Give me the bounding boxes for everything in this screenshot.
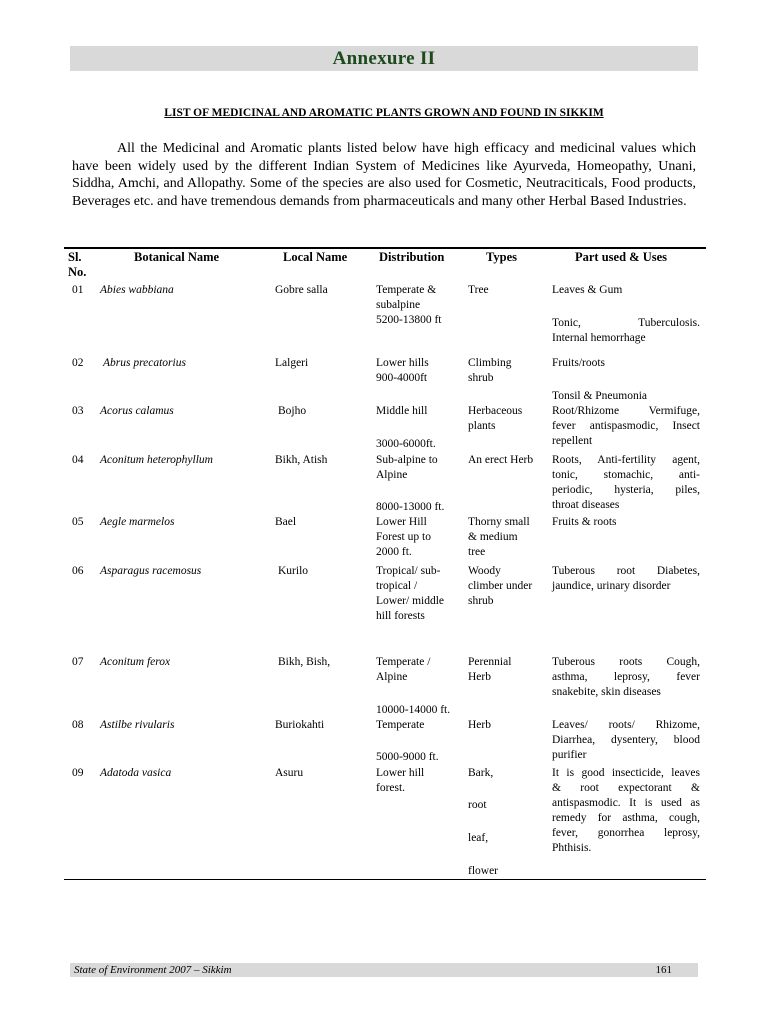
row-02-local: Lalgeri: [275, 357, 309, 369]
row-09-type-3: leaf,: [468, 832, 489, 844]
row-06-local: Kurilo: [278, 565, 309, 577]
row-08-botanical: Astilbe rivularis: [100, 719, 175, 731]
row-01-use-1: Leaves & Gum: [552, 284, 623, 296]
row-04-type: An erect Herb: [468, 454, 534, 466]
row-08-local: Buriokahti: [275, 719, 325, 731]
table-bottom-rule: [64, 879, 706, 880]
row-03-use-2: fever antispasmodic, Insect: [552, 420, 700, 432]
header-uses: Part used & Uses: [575, 250, 668, 264]
row-05-botanical: Aegle marmelos: [100, 516, 175, 528]
row-09-use-2: & root expectorant &: [552, 782, 700, 794]
row-09-use-1: It is good insecticide, leaves: [552, 767, 700, 779]
row-02-use-2: Tonsil & Pneumonia: [552, 390, 648, 402]
row-05-type: [468, 515, 530, 560]
row-04-use-2: tonic, stomachic, anti-: [552, 469, 700, 481]
row-09-dist-2: forest.: [376, 782, 406, 794]
row-02-sl: 02: [72, 357, 84, 369]
footer-title: State of Environment 2007 – Sikkim: [74, 964, 232, 976]
row-01-type: Tree: [468, 284, 489, 296]
header-types: Types: [486, 250, 518, 264]
row-03-sl: 03: [72, 405, 84, 417]
header-sl-line1: Sl.: [68, 250, 82, 264]
row-02-use-1: Fruits/roots: [552, 357, 606, 369]
row-01-use-2: [552, 316, 700, 331]
row-05-local: Bael: [275, 516, 297, 528]
row-08-use-2: Diarrhea, dysentery, blood: [552, 734, 700, 746]
row-05-sl: 05: [72, 516, 84, 528]
row-05-dist-1: Lower Hill: [376, 516, 427, 528]
row-04-distribution: [376, 453, 438, 483]
row-01-sl: 01: [72, 284, 84, 296]
row-04-sl: 04: [72, 454, 84, 466]
row-07-distribution: [376, 655, 430, 685]
row-06-botanical: Asparagus racemosus: [100, 565, 202, 577]
row-09-sl: 09: [72, 767, 84, 779]
row-04-use-1: Roots, Anti-fertility agent,: [552, 454, 700, 466]
header-local: Local Name: [283, 250, 348, 264]
row-02-dist-1: Lower hills: [376, 357, 429, 369]
row-09-local: Asuru: [275, 767, 304, 779]
row-04-use-4: throat diseases: [552, 499, 620, 511]
row-01-use-2a: Tonic,: [552, 317, 581, 329]
row-07-botanical: Aconitum ferox: [100, 656, 171, 668]
row-09-use-6: Phthisis.: [552, 842, 592, 854]
row-04-local: Bikh, Atish: [275, 454, 328, 466]
row-07-use-1: Tuberous roots Cough,: [552, 656, 700, 668]
row-06-use-1: Tuberous root Diabetes,: [552, 565, 700, 577]
row-05-use-1: Fruits & roots: [552, 516, 617, 528]
row-09-botanical: Adatoda vasica: [100, 767, 172, 779]
row-03-use-3: repellent: [552, 435, 593, 447]
list-title: LIST OF MEDICINAL AND AROMATIC PLANTS GROWN AND FOUND IN SIKKIM: [164, 107, 604, 119]
row-06-distribution: [376, 564, 444, 624]
row-02-type-2: shrub: [468, 372, 494, 384]
row-02-botanical: Abrus precatorius: [103, 357, 186, 369]
row-06-dist-4: hill forests: [376, 610, 425, 622]
row-08-dist-2: 5000-9000 ft.: [376, 751, 439, 763]
row-09-use-3: antispasmodic. It is used as: [552, 797, 700, 809]
row-01-dist-2: subalpine: [376, 299, 421, 311]
row-05-type-1: Thorny small: [468, 516, 530, 528]
row-05-dist-2: Forest up to: [376, 531, 431, 543]
row-03-dist-2: 3000-6000ft.: [376, 438, 436, 450]
header-sl-line2: No.: [68, 265, 87, 279]
row-09-type-4: flower: [468, 865, 499, 877]
row-09-type-2: root: [468, 799, 487, 811]
row-04-dist-2: Alpine: [376, 469, 408, 481]
row-07-use-2: asthma, leprosy, fever: [552, 671, 700, 683]
row-06-dist-1: Tropical/ sub-: [376, 565, 441, 577]
row-07-local: Bikh, Bish,: [278, 656, 331, 668]
row-07-use-3: snakebite, skin diseases: [552, 686, 661, 698]
row-08-use-1: Leaves/ roots/ Rhizome,: [552, 719, 700, 731]
row-03-dist-1: Middle hill: [376, 405, 428, 417]
row-07-dist-2: Alpine: [376, 671, 408, 683]
row-06-type-2: climber under: [468, 580, 533, 592]
row-01-dist-1: Temperate &: [376, 284, 437, 296]
intro-paragraph: All the Medicinal and Aromatic plants listed below have high efficacy and medicinal values which have been widely used by the different Indian System of Medicines like Ayurveda, Homeopathy, Unani, Siddha, Amchi, and Allopathy. Some of the species are also used for Cosmetic, Neutraciticals, Food products, Beverages etc. and have tremendous demands from pharmaceuticals and many other Herbal Based Industries.: [72, 141, 696, 209]
row-04-uses: [552, 453, 700, 513]
row-02-distribution: [376, 356, 429, 386]
row-07-type-1: Perennial: [468, 656, 512, 668]
row-08-dist-1: Temperate: [376, 719, 425, 731]
row-07-type: [468, 655, 511, 685]
header-sl: [68, 250, 86, 280]
row-08-sl: 08: [72, 719, 84, 731]
row-06-type-3: shrub: [468, 595, 494, 607]
row-07-dist-1: Temperate /: [376, 656, 431, 668]
row-03-type-2: plants: [468, 420, 496, 432]
row-05-type-3: tree: [468, 546, 486, 558]
row-06-type: [468, 564, 532, 609]
header-botanical: Botanical Name: [134, 250, 220, 264]
row-09-use-5: fever, gonorrhea leprosy,: [552, 827, 700, 839]
row-06-type-1: Woody: [468, 565, 501, 577]
row-02-dist-2: 900-4000ft: [376, 372, 428, 384]
row-07-type-2: Herb: [468, 671, 491, 683]
row-06-dist-2: tropical /: [376, 580, 418, 592]
row-01-dist-3: 5200-13800 ft: [376, 314, 442, 326]
row-06-uses: [552, 564, 700, 594]
row-09-use-4: remedy for asthma, cough,: [552, 812, 700, 824]
row-04-botanical: Aconitum heterophyllum: [100, 454, 213, 466]
row-09-type-1: Bark,: [468, 767, 494, 779]
row-02-type: [468, 356, 511, 386]
row-05-type-2: & medium: [468, 531, 518, 543]
row-08-use-3: purifier: [552, 749, 587, 761]
row-03-use-1: Root/Rhizome Vermifuge,: [552, 405, 700, 417]
row-04-use-3: periodic, hysteria, piles,: [552, 484, 700, 496]
row-04-dist-3: 8000-13000 ft.: [376, 501, 445, 513]
annexure-title: Annexure II: [332, 48, 436, 69]
row-03-botanical: Acorus calamus: [100, 405, 174, 417]
row-01-botanical: Abies wabbiana: [100, 284, 174, 296]
row-03-type-1: Herbaceous: [468, 405, 523, 417]
row-03-local: Bojho: [278, 405, 307, 417]
row-01-local: Gobre salla: [275, 284, 328, 296]
row-01-distribution: [376, 283, 441, 328]
row-07-sl: 07: [72, 656, 84, 668]
annexure-title-bar: [70, 46, 698, 71]
row-03-uses: [552, 404, 700, 449]
row-05-dist-3: 2000 ft.: [376, 546, 412, 558]
row-04-dist-1: Sub-alpine to: [376, 454, 438, 466]
header-distribution: Distribution: [379, 250, 445, 264]
table-top-rule: [64, 247, 706, 249]
page-footer: [70, 963, 698, 977]
page-number: 161: [655, 964, 672, 976]
row-06-use-2: jaundice, urinary disorder: [552, 580, 671, 592]
row-03-type: [468, 404, 522, 434]
row-01-use-3: Internal hemorrhage: [552, 332, 646, 344]
row-09-dist-1: Lower hill: [376, 767, 425, 779]
row-07-dist-3: 10000-14000 ft.: [376, 704, 451, 716]
row-05-distribution: [376, 515, 431, 560]
row-02-type-1: Climbing: [468, 357, 512, 369]
row-09-uses: [552, 766, 700, 856]
row-06-dist-3: Lower/ middle: [376, 595, 445, 607]
row-07-uses: [552, 655, 700, 700]
row-08-type: Herb: [468, 719, 491, 731]
row-01-use-2b: Tuberculosis.: [638, 317, 700, 329]
row-06-sl: 06: [72, 565, 84, 577]
row-08-uses: [552, 718, 700, 763]
row-09-distribution: [376, 766, 424, 796]
